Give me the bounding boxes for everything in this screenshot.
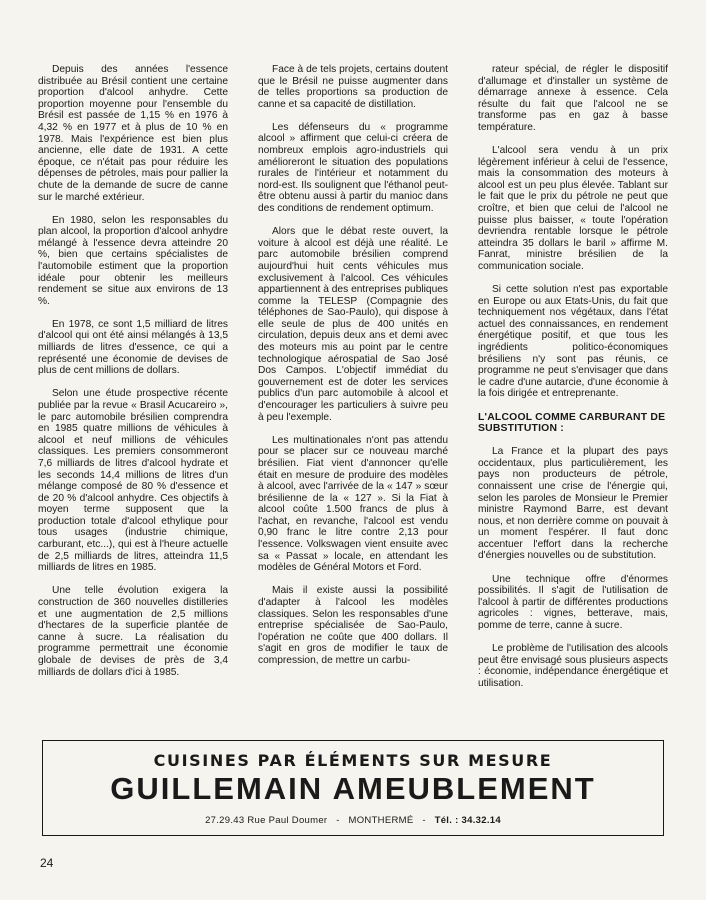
text-column-3	[478, 64, 668, 701]
paragraph: Face à de tels projets, certains doutent que le Brésil ne puisse augmenter dans de telles proportions sa production de canne et sa capacité de distillation.	[258, 64, 448, 110]
paragraph: Selon une étude prospective récente publiée par la revue « Brasil Acucareiro », le parc automobile brésilien comprendra en 1985 quatre millions de véhicules à alcool et neuf millions de véhicules classiques. Les premiers consommeront 7,6 milliards de litres d'alcool hydrate et les seconds 14,4 millions de litres d'un mélange composé de 80 % d'essence et de 20 % d'alcool anhydre. Ces objectifs à moyen terme supposent que la production totale d'alcool ethylique pour tous usages (industrie chimique, carburant, etc...), qui est à l'heure actuelle de 2,5 milliards de litres, atteindra 11,5 milliards de litres en 1985.	[38, 388, 228, 574]
paragraph: Les défenseurs du « programme alcool » affirment que celui-ci créera de nombreux emplois agro-industriels qui amélioreront le situation des populations rurales de l'intérieur et notamment du nord-est. Ils soulignent que l'éthanol peut-être obtenu aussi à partir du manioc dans des conditions de rendement optimum.	[258, 121, 448, 215]
paragraph: Alors que le débat reste ouvert, la voiture à alcool est déjà une réalité. Le parc automobile brésilien comprend aujourd'hui huit cents véhicules mus exclusivement à l'alcool. Ces véhicules appartiennent à des entreprises publiques comme la TELESP (Compagnie des téléphones de Sao-Paulo), qui dispose à elle seule de plus de 400 unités en circulation, depuis deux ans et demi avec des moteurs mis au point par le centre technologique aérospatial de Sao José Dos Campos. L'objectif immédiat du gouvernement est de doter les services publics d'un parc automobile à alcool et d'encourager les particuliers à suivre peu à peu l'exemple.	[258, 226, 448, 423]
ad-tel-number: 34.32.14	[461, 815, 501, 826]
paragraph: rateur spécial, de régler le dispositif d'allumage et d'installer un système de démarrage annexe à essence. Cela résulte du fait que l'alcool ne se transforme pas en gaz à basse température.	[478, 64, 668, 133]
paragraph: En 1980, selon les responsables du plan alcool, la proportion d'alcool anhydre mélangé à l'essence devra atteindre 20 %, bien que certains spécialistes de l'automobile estiment que la proportion idéale pour obtenir les meilleurs rendement se situe aux environs de 13 %.	[38, 214, 228, 307]
paragraph: L'alcool sera vendu à un prix légèrement inférieur à celui de l'essence, mais la consommation des moteurs à alcool est un peu plus élevée. Tablant sur le fait que le prix du pétrole ne peut que croître, et bien que celui de l'alcool ne puisse plus baisser, « toute l'opération devriendra rentable lorsque le pétrole atteindra 35 dollars le baril » affirme M. Fanrat, ministre brésilien de la communication sociale.	[478, 145, 668, 272]
advertisement-box	[42, 740, 664, 836]
ad-address: 27.29.43 Rue Paul Doumer	[205, 815, 328, 826]
ad-city: MONTHERMÉ	[348, 815, 414, 826]
text-column-2	[258, 64, 448, 678]
paragraph: Une telle évolution exigera la construction de 360 nouvelles distilleries et une augmentation de 2,5 millions d'hectares de la superficie plantée de canne à sucre. La réalisation du programme permettrait une économie globale de devises de près de 3,4 milliards de dollars d'ici à 1985.	[38, 585, 228, 678]
ad-separator: -	[422, 815, 426, 826]
ad-company-name: GUILLEMAIN AMEUBLEMENT	[110, 771, 596, 806]
paragraph: Les multinationales n'ont pas attendu pour se placer sur ce nouveau marché brésilien. Fiat vient d'annoncer qu'elle était en mesure de produire des modèles à alcool, avec l'arrivée de la « 147 » sœur brésilienne de la « 127 ». Si la Fiat à alcool coûte 1.500 francs de plus à l'achat, en revanche, l'alcool est vendu 0,90 franc le litre contre 2,13 pour l'essence. Volkswagen vient ensuite avec sa « Passat » locale, en attendant les modèles de Général Motors et Ford.	[258, 434, 448, 574]
ad-separator: -	[336, 815, 340, 826]
text-column-1	[38, 64, 228, 690]
paragraph: Depuis des années l'essence distribuée au Brésil contient une certaine proportion d'alcool anhydre. Cette proportion moyenne pour l'ensemble du Brésil est passée de 1,15 % en 1976 à 4,32 % en 1977 et à plus de 10 % en 1978. Mais l'expérience est bien plus ancienne, elle date de 1931. A cette époque, ce n'était pas pour réduire les dépenses de pétroles, mais pour pallier la chute de la demande de sucre de canne sur le marché extérieur.	[38, 64, 228, 203]
paragraph: Mais il existe aussi la possibilité d'adapter à l'alcool les modèles classiques. Selon les responsables d'une entreprise spécialisée de Sao-Paulo, l'opération ne coûte que 400 dollars. Il s'agit en gros de modifier le taux de compression, de mettre un carbu-	[258, 585, 448, 666]
paragraph: Le problème de l'utilisation des alcools peut être envisagé sous plusieurs aspects : économie, indépendance énergétique et utilisation.	[478, 643, 668, 689]
ad-tel-label: Tél. :	[434, 815, 459, 826]
paragraph: Si cette solution n'est pas exportable en Europe ou aux Etats-Unis, du fait que techniquement nos végétaux, dans l'état actuel des connaissances, en rendement énergétique positif, et que tous les ingrédients politico-économiques brésiliens n'y sont pas réunis, ce programme ne peut s'envisager que dans le cadre d'une autarcie, d'une économie à la fois dirigée et entreprenante.	[478, 284, 668, 400]
paragraph: En 1978, ce sont 1,5 milliard de litres d'alcool qui ont été ainsi mélangés à 13,5 milliards de litres d'essence, ce qui a représenté une économie de devises de plus de cent millions de dollars.	[38, 318, 228, 377]
paragraph: Une technique offre d'énormes possibilités. Il s'agit de l'utilisation de l'alcool à partir de différentes productions agricoles : vignes, betterave, mais, pomme de terre, canne à sucre.	[478, 573, 668, 631]
page-number: 24	[40, 856, 54, 870]
ad-tagline: CUISINES PAR ÉLÉMENTS SUR MESURE	[153, 751, 553, 770]
section-heading: L'ALCOOL COMME CARBURANT DE SUBSTITUTION :	[478, 411, 666, 435]
ad-contact-line	[43, 815, 663, 826]
paragraph: La France et la plupart des pays occidentaux, plus particulièrement, les pays non producteurs de pétrole, connaissent une crise de l'énergie qui, selon les paroles de Monsieur le Premier ministre Raymond Barre, est devant nous, et non derrière comme on pouvait à un moment l'espérer. Il faut donc accentuer l'effort dans la recherche d'énergies nouvelles ou de substitution.	[478, 446, 668, 562]
